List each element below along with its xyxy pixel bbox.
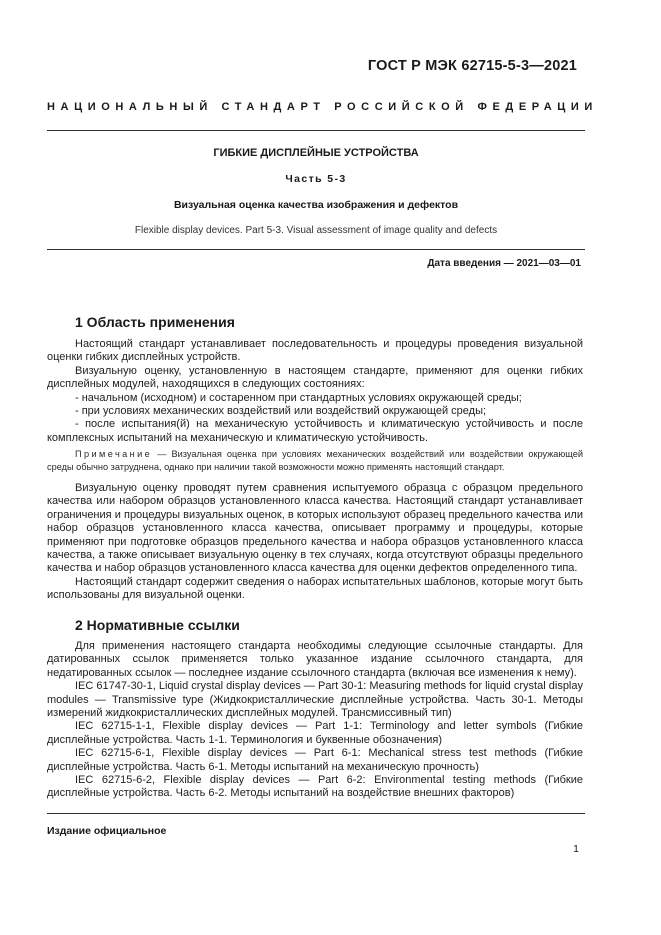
introduction-date: Дата введения — 2021—03—01 — [427, 258, 581, 269]
section-1-note — [47, 448, 583, 473]
paragraph: Настоящий стандарт устанавливает последовательность и процедуры проведения визуальной оценки гибких дисплейных устройств. — [47, 338, 583, 364]
official-edition-label: Издание официальное — [47, 825, 167, 837]
title-divider — [47, 249, 585, 250]
reference-item: IEC 62715-1-1, Flexible display devices — Part 1-1: Terminology and letter symbols (Гибкие дисплейные устройства. Часть 1-1. Терминология и буквенные обозначения) — [47, 720, 583, 746]
document-title: ГИБКИЕ ДИСПЛЕЙНЫЕ УСТРОЙСТВА — [213, 147, 419, 159]
national-standard-banner: НАЦИОНАЛЬНЫЙ СТАНДАРТ РОССИЙСКОЙ ФЕДЕРАЦИИ — [47, 101, 598, 113]
section-1-body-continued — [47, 482, 583, 603]
page-number: 1 — [573, 843, 579, 855]
section-1-heading: 1 Область применения — [75, 314, 235, 330]
note-paragraph — [47, 448, 583, 473]
standard-number: ГОСТ Р МЭК 62715-5-3—2021 — [367, 58, 577, 74]
note-text: — Визуальная оценка при условиях механических воздействий или воздействии окружающей среды обычно затруднена, однако при наличии такой возможности можно применять настоящий стандарт. — [47, 449, 583, 472]
paragraph: Настоящий стандарт содержит сведения о наборах испытательных шаблонов, которые могут быть использованы для визуальной оценки. — [47, 575, 583, 602]
reference-item: IEC 62715-6-1, Flexible display devices — Part 6-1: Mechanical stress test methods (Гибкие дисплейные устройства. Часть 6-1. Методы испытаний на механическую прочность) — [47, 747, 583, 773]
list-item: - после испытания(й) на механическую устойчивость и климатическую устойчивость и после комплексных испытаний на механическую и климатическую устойчивость. — [47, 418, 583, 444]
section-2-heading: 2 Нормативные ссылки — [75, 617, 240, 633]
section-1-body — [47, 338, 583, 445]
list-item: - начальном (исходном) и состаренном при стандартных условиях окружающей среды; — [75, 391, 522, 404]
list-item: - при условиях механических воздействий или воздействий окружающей среды; — [75, 405, 487, 418]
paragraph: Для применения настоящего стандарта необходимы следующие ссылочные стандарты. Для датированных ссылок применяется только указанное издание ссылочного стандарта, для недатированных ссылок — последнее издание ссылочного стандарта (включая все изменения к нему). — [47, 640, 583, 679]
english-title: Flexible display devices. Part 5-3. Visual assessment of image quality and defects — [134, 225, 498, 236]
document-part: Часть 5-3 — [285, 173, 347, 185]
document-subtitle: Визуальная оценка качества изображения и дефектов — [173, 199, 459, 211]
section-2-body — [47, 640, 583, 801]
paragraph: Визуальную оценку проводят путем сравнения испытуемого образца с образцом предельного качества или набором образцов установленного класса качества. Настоящий стандарт устанавливает ограничения и процедуры визуальных оценок, в которых используют образец предельного качества или набор образцов установленного класса качества, описывает программу и процедуры, которые применяют при подготовке образцов предельного качества и набора образцов установленного класса качества, а также описывает визуальную оценку в тех случаях, когда отсутствуют образцы предельного качества и набор образцов установленного класса качества для оценки дефектов определенного типа. — [47, 482, 583, 575]
note-label: Примечание — [75, 449, 153, 459]
paragraph: Визуальную оценку, установленную в настоящем стандарте, применяют для оценки гибких дисплейных модулей, находящихся в следующих состояниях: — [47, 364, 583, 391]
footer-divider — [47, 813, 585, 814]
header-divider — [47, 130, 585, 131]
reference-item: IEC 62715-6-2, Flexible display devices — Part 6-2: Environmental testing methods (Гибкие дисплейные устройства. Часть 6-2. Методы испытаний на воздействие внешних факторов) — [47, 774, 583, 800]
reference-item: IEC 61747-30-1, Liquid crystal display devices — Part 30-1: Measuring methods for liquid crystal display modules — Transmissive type (Жидкокристаллические дисплейные устройства. Часть 30-1. Методы измерений жидкокристаллических дисплейных модулей. Трансмиссивный тип) — [47, 680, 583, 720]
